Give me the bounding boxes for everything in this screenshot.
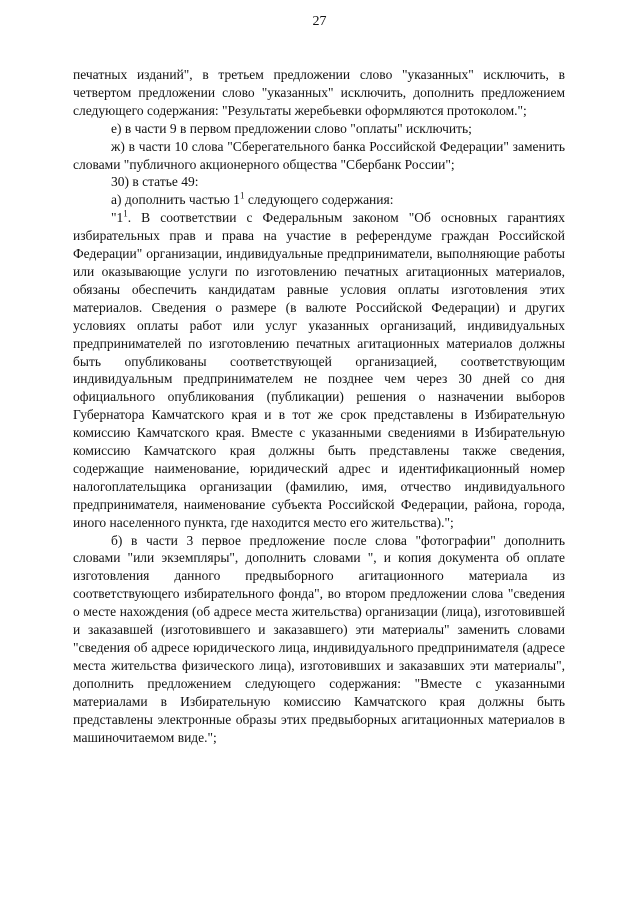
paragraph: б) в части 3 первое предложение после слова "фотографии" дополнить словами "или экземпляры", дополнить словами ", и копия документа об оплате изготовления данного предвыборного агитационного материала из соответствующего избирательного фонда", во втором предложении слова "сведения о месте нахождения (об адресе места жительства) организации (лица), изготовившей и заказавшей (изготовившего и заказавшего) эти материалы" заменить словами "сведения об адресе юридического лица, индивидуального предпринимателя (адресе места жительства физического лица), изготовивших и заказавших эти материалы", дополнить предложением следующего содержания: "Вместе с указанными материалами в Избирательную комиссию Камчатского края должны быть представлены электронные образы этих предвыборных агитационных материалов в машиночитаемом виде."; — [73, 532, 565, 745]
paragraph: печатных изданий", в третьем предложении слово "указанных" исключить, в четвертом предложении слово "указанных" исключить, дополнить предложением следующего содержания: "Результаты жеребьевки оформляются протоколом."; — [73, 67, 565, 118]
paragraph: 30) в статье 49: — [111, 174, 199, 190]
text-run: "1 — [111, 210, 124, 226]
paragraph — [73, 209, 565, 531]
superscript: 1 — [239, 190, 245, 201]
paragraph — [73, 191, 565, 209]
text-run: а) дополнить частью 1 — [111, 192, 240, 208]
page-number: 27 — [312, 14, 327, 29]
document-body — [73, 66, 565, 746]
paragraph: е) в части 9 в первом предложении слово "оплаты" исключить; — [111, 120, 472, 136]
superscript: 1 — [123, 208, 128, 219]
text-run: . В соответствии с Федеральным законом "Об основных гарантиях избирательных прав и права на участие в референдуме граждан Российской Федерации" организации, индивидуальные предприниматели, выполняющие работы или оказывающие услуги по изготовлению печатных агитационных материалов, обязаны обеспечить кандидатам равные условия оплаты изготовления этих материалов. Сведения о размере (в валюте Российской Федерации) и других условиях оплаты работ или услуг указанных организаций, индивидуальных предпринимателей по изготовлению печатных агитационных материалов должны быть опубликованы соответствующей организацией, соответствующим индивидуальным предпринимателем не позднее чем через 30 дней со дня официального опубликования (публикации) решения о назначении выборов Губернатора Камчатского края и в тот же срок представлены в Избирательную комиссию Камчатского края. Вместе с указанными сведениями в Избирательную комиссию Камчатского края должны быть представлены также сведения, содержащие наименование, юридический адрес и идентификационный номер налогоплательщика организации (фамилию, имя, отчество индивидуального предпринимателя, наименование субъекта Российской Федерации, района, города, иного населенного пункта, где находится место его жительства)."; — [73, 210, 565, 530]
paragraph: ж) в части 10 слова "Сберегательного банка Российской Федерации" заменить словами "публичного акционерного общества "Сбербанк России"; — [73, 138, 565, 172]
text-run: следующего содержания: — [244, 192, 394, 208]
